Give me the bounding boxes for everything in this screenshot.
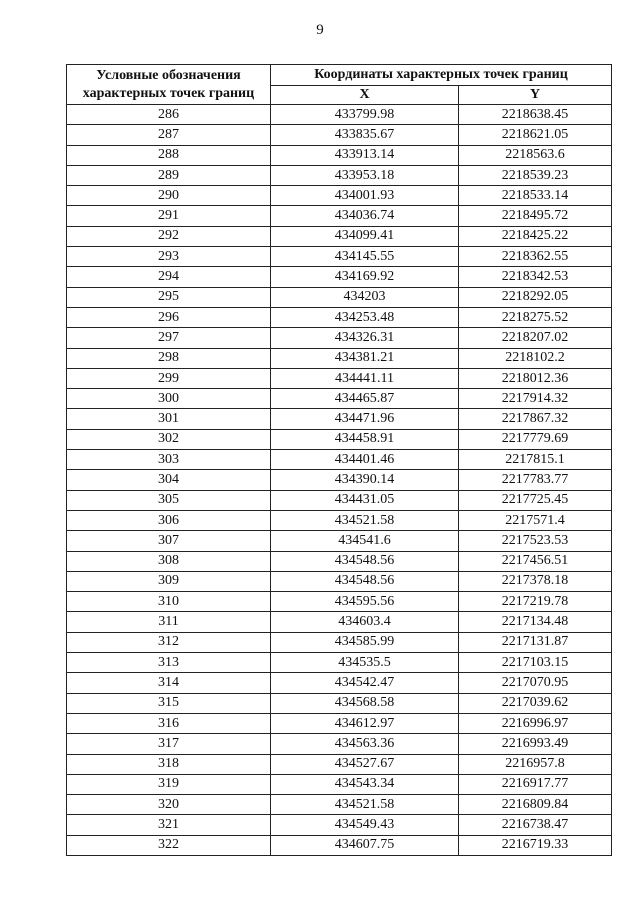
table-row [67, 429, 612, 449]
x-coordinate-cell: 434521.58 [271, 510, 459, 530]
point-id-cell: 305 [67, 490, 271, 510]
x-coordinate-cell: 434612.97 [271, 713, 459, 733]
point-id-cell: 287 [67, 125, 271, 145]
point-id-cell: 302 [67, 429, 271, 449]
point-id-cell: 319 [67, 774, 271, 794]
table-row [67, 145, 612, 165]
table-row [67, 226, 612, 246]
point-id-cell: 320 [67, 795, 271, 815]
x-coordinate-cell: 434595.56 [271, 592, 459, 612]
coordinates-table [66, 64, 612, 856]
x-coordinate-cell: 434585.99 [271, 632, 459, 652]
x-coordinate-cell: 434543.34 [271, 774, 459, 794]
point-id-cell: 290 [67, 186, 271, 206]
table-row [67, 105, 612, 125]
x-coordinate-cell: 434471.96 [271, 409, 459, 429]
x-coordinate-cell: 434607.75 [271, 835, 459, 855]
points-header-line1: Условные обозначения [96, 67, 241, 83]
table-row [67, 165, 612, 185]
x-coordinate-cell: 434568.58 [271, 693, 459, 713]
table-row [67, 510, 612, 530]
y-coordinate-cell: 2216993.49 [459, 734, 612, 754]
point-id-cell: 300 [67, 389, 271, 409]
y-coordinate-cell: 2217131.87 [459, 632, 612, 652]
point-id-cell: 322 [67, 835, 271, 855]
point-id-cell: 303 [67, 450, 271, 470]
point-id-cell: 321 [67, 815, 271, 835]
y-coordinate-cell: 2217103.15 [459, 653, 612, 673]
point-id-cell: 301 [67, 409, 271, 429]
table-row [67, 186, 612, 206]
point-id-cell: 298 [67, 348, 271, 368]
table-row [67, 287, 612, 307]
table-row [67, 247, 612, 267]
table-row [67, 734, 612, 754]
x-coordinate-cell: 434099.41 [271, 226, 459, 246]
y-coordinate-cell: 2217134.48 [459, 612, 612, 632]
x-coordinate-cell: 434390.14 [271, 470, 459, 490]
x-column-header: X [271, 86, 459, 105]
x-coordinate-cell: 433913.14 [271, 145, 459, 165]
x-coordinate-cell: 434541.6 [271, 531, 459, 551]
y-coordinate-cell: 2218533.14 [459, 186, 612, 206]
x-coordinate-cell: 434549.43 [271, 815, 459, 835]
point-id-cell: 318 [67, 754, 271, 774]
point-id-cell: 299 [67, 368, 271, 388]
table-row [67, 571, 612, 591]
point-id-cell: 293 [67, 247, 271, 267]
y-coordinate-cell: 2216957.8 [459, 754, 612, 774]
x-coordinate-cell: 434458.91 [271, 429, 459, 449]
table-row [67, 307, 612, 327]
point-id-cell: 292 [67, 226, 271, 246]
x-coordinate-cell: 434521.58 [271, 795, 459, 815]
table-row [67, 653, 612, 673]
y-coordinate-cell: 2216996.97 [459, 713, 612, 733]
point-id-cell: 304 [67, 470, 271, 490]
x-coordinate-cell: 434603.4 [271, 612, 459, 632]
x-coordinate-cell: 434527.67 [271, 754, 459, 774]
point-id-cell: 312 [67, 632, 271, 652]
x-coordinate-cell: 434401.46 [271, 450, 459, 470]
y-coordinate-cell: 2216917.77 [459, 774, 612, 794]
table-row [67, 551, 612, 571]
point-id-cell: 288 [67, 145, 271, 165]
x-coordinate-cell: 434253.48 [271, 307, 459, 327]
x-coordinate-cell: 434563.36 [271, 734, 459, 754]
point-id-cell: 310 [67, 592, 271, 612]
x-coordinate-cell: 434145.55 [271, 247, 459, 267]
y-coordinate-cell: 2218362.55 [459, 247, 612, 267]
y-coordinate-cell: 2217523.53 [459, 531, 612, 551]
table-row [67, 693, 612, 713]
point-id-cell: 313 [67, 653, 271, 673]
x-coordinate-cell: 433835.67 [271, 125, 459, 145]
points-header-line2: характерных точек границ [82, 85, 255, 101]
table-row [67, 673, 612, 693]
coordinates-header: Координаты характерных точек границ [271, 65, 612, 86]
point-id-cell: 286 [67, 105, 271, 125]
table-row [67, 754, 612, 774]
table-row [67, 592, 612, 612]
x-coordinate-cell: 433953.18 [271, 165, 459, 185]
table-row [67, 267, 612, 287]
y-coordinate-cell: 2217867.32 [459, 409, 612, 429]
point-id-cell: 296 [67, 307, 271, 327]
table-row [67, 713, 612, 733]
y-coordinate-cell: 2218012.36 [459, 368, 612, 388]
x-coordinate-cell: 434203 [271, 287, 459, 307]
point-id-cell: 289 [67, 165, 271, 185]
table-row [67, 125, 612, 145]
x-coordinate-cell: 434542.47 [271, 673, 459, 693]
page-number: 9 [316, 22, 324, 38]
table-row [67, 206, 612, 226]
y-coordinate-cell: 2218425.22 [459, 226, 612, 246]
y-column-header: Y [459, 86, 612, 105]
point-id-cell: 314 [67, 673, 271, 693]
x-coordinate-cell: 434169.92 [271, 267, 459, 287]
x-coordinate-cell: 434465.87 [271, 389, 459, 409]
point-id-cell: 317 [67, 734, 271, 754]
y-coordinate-cell: 2218495.72 [459, 206, 612, 226]
y-coordinate-cell: 2218342.53 [459, 267, 612, 287]
x-coordinate-cell: 433799.98 [271, 105, 459, 125]
table-row [67, 389, 612, 409]
point-id-cell: 316 [67, 713, 271, 733]
y-coordinate-cell: 2218621.05 [459, 125, 612, 145]
table-row [67, 815, 612, 835]
table-header [67, 65, 612, 105]
points-header [67, 65, 271, 105]
point-id-cell: 294 [67, 267, 271, 287]
table-row [67, 450, 612, 470]
point-id-cell: 308 [67, 551, 271, 571]
table-row [67, 490, 612, 510]
table-row [67, 470, 612, 490]
x-coordinate-cell: 434535.5 [271, 653, 459, 673]
y-coordinate-cell: 2218102.2 [459, 348, 612, 368]
y-coordinate-cell: 2218563.6 [459, 145, 612, 165]
point-id-cell: 306 [67, 510, 271, 530]
y-coordinate-cell: 2217219.78 [459, 592, 612, 612]
y-coordinate-cell: 2216809.84 [459, 795, 612, 815]
point-id-cell: 315 [67, 693, 271, 713]
y-coordinate-cell: 2217779.69 [459, 429, 612, 449]
y-coordinate-cell: 2217783.77 [459, 470, 612, 490]
x-coordinate-cell: 434548.56 [271, 551, 459, 571]
table-row [67, 368, 612, 388]
x-coordinate-cell: 434548.56 [271, 571, 459, 591]
y-coordinate-cell: 2218638.45 [459, 105, 612, 125]
table-row [67, 774, 612, 794]
table-row [67, 795, 612, 815]
table-row [67, 835, 612, 855]
table-row [67, 632, 612, 652]
table-row [67, 612, 612, 632]
x-coordinate-cell: 434326.31 [271, 328, 459, 348]
point-id-cell: 297 [67, 328, 271, 348]
point-id-cell: 307 [67, 531, 271, 551]
y-coordinate-cell: 2217456.51 [459, 551, 612, 571]
point-id-cell: 311 [67, 612, 271, 632]
y-coordinate-cell: 2216738.47 [459, 815, 612, 835]
y-coordinate-cell: 2217039.62 [459, 693, 612, 713]
y-coordinate-cell: 2217725.45 [459, 490, 612, 510]
x-coordinate-cell: 434036.74 [271, 206, 459, 226]
x-coordinate-cell: 434001.93 [271, 186, 459, 206]
y-coordinate-cell: 2218539.23 [459, 165, 612, 185]
y-coordinate-cell: 2218207.02 [459, 328, 612, 348]
point-id-cell: 295 [67, 287, 271, 307]
y-coordinate-cell: 2217914.32 [459, 389, 612, 409]
table-row [67, 348, 612, 368]
x-coordinate-cell: 434381.21 [271, 348, 459, 368]
y-coordinate-cell: 2216719.33 [459, 835, 612, 855]
y-coordinate-cell: 2217070.95 [459, 673, 612, 693]
table-body [67, 105, 612, 856]
y-coordinate-cell: 2217815.1 [459, 450, 612, 470]
table-row [67, 531, 612, 551]
point-id-cell: 309 [67, 571, 271, 591]
y-coordinate-cell: 2217378.18 [459, 571, 612, 591]
point-id-cell: 291 [67, 206, 271, 226]
x-coordinate-cell: 434431.05 [271, 490, 459, 510]
table-row [67, 328, 612, 348]
y-coordinate-cell: 2218275.52 [459, 307, 612, 327]
table-row [67, 409, 612, 429]
y-coordinate-cell: 2217571.4 [459, 510, 612, 530]
y-coordinate-cell: 2218292.05 [459, 287, 612, 307]
x-coordinate-cell: 434441.11 [271, 368, 459, 388]
